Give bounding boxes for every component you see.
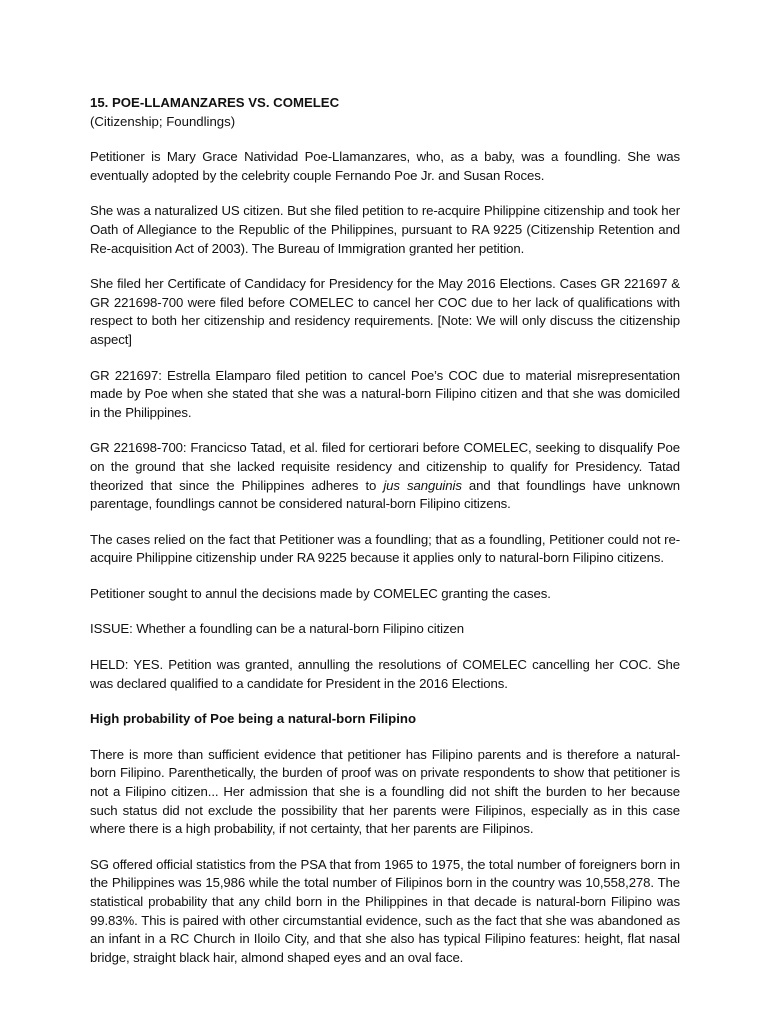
paragraph-evidence: There is more than sufficient evidence that petitioner has Filipino parents and is therefore a natural-born Filipino. Parenthetically, the burden of proof was on private respondents to show that petitioner is not a Filipino citizen... Her admission that she is a foundling did not shift the burden to her because such status did not exclude the possibility that her parents were Filipinos, especially as in this case where there is a high probability, if not certainty, that her parents are Filipinos. bbox=[90, 746, 680, 837]
paragraph-coc: She filed her Certificate of Candidacy for Presidency for the May 2016 Elections. Cases GR 221697 & GR 221698-700 were filed before COMELEC to cancel her COC due to her lack of qualifications with respect to both her citizenship and residency requirements. [Note: We will only discuss the citizenship aspect] bbox=[90, 276, 680, 347]
paragraph-issue: ISSUE: Whether a foundling can be a natural-born Filipino citizen bbox=[90, 621, 464, 637]
latin-term: jus sanguinis bbox=[383, 477, 462, 493]
paragraph-gr221697: GR 221697: Estrella Elamparo filed petition to cancel Poe’s COC due to material misrepresentation made by Poe when she stated that she was a natural-born Filipino citizen and that she was domiciled in the Philippines. bbox=[90, 367, 680, 420]
case-subtitle: (Citizenship; Foundlings) bbox=[90, 113, 236, 129]
paragraph-annul: Petitioner sought to annul the decisions made by COMELEC granting the cases. bbox=[90, 585, 551, 601]
paragraph-petitioner: Petitioner is Mary Grace Natividad Poe-Llamanzares, who, as a baby, was a foundling. She was eventually adopted by the celebrity couple Fernando Poe Jr. and Susan Roces. bbox=[90, 149, 680, 183]
paragraph-held: HELD: YES. Petition was granted, annulling the resolutions of COMELEC cancelling her COC. She was declared qualified to a candidate for President in the 2016 Elections. bbox=[90, 657, 680, 691]
paragraph-gr221698-text-a: GR 221698-700: Francicso Tatad, et al. filed for certiorari before COMELEC, seeking to disqualify Poe on the ground that she lacked requisite residency and citizenship to qualify for Presidency. Tatad theorized that since the Philippines adheres to bbox=[90, 440, 680, 493]
section-title: High probability of Poe being a natural-born Filipino bbox=[90, 711, 417, 727]
paragraph-cases-relied: The cases relied on the fact that Petitioner was a foundling; that as a foundling, Petitioner could not re-acquire Philippine citizenship under RA 9225 because it applies only to natural-born Filipino citizens. bbox=[90, 531, 680, 566]
paragraph-naturalized: She was a naturalized US citizen. But she filed petition to re-acquire Philippine citizenship and took her Oath of Allegiance to the Republic of the Philippines, pursuant to RA 9225 (Citizenship Retention and Re-acquisition Act of 2003). The Bureau of Immigration granted her petition. bbox=[90, 203, 680, 256]
case-title: 15. POE-LLAMANZARES VS. COMELEC bbox=[90, 95, 340, 110]
paragraph-statistics: SG offered official statistics from the PSA that from 1965 to 1975, the total number of foreigners born in the Philippines was 15,986 while the total number of Filipinos born in the country was 10,558,278. The statistical probability that any child born in the Philippines in that decade is natural-born Filipino was 99.83%. This is paired with other circumstantial evidence, such as the fact that she was abandoned as an infant in a RC Church in Iloilo City, and that she also has typical Filipino features: height, flat nasal bridge, straight black hair, almond shaped eyes and an oval face. bbox=[90, 856, 680, 965]
paragraph-gr221698-text-b: and that foundlings have unknown parentage, foundlings cannot be considered natural-born Filipino citizens. bbox=[90, 477, 680, 512]
paragraph-gr221698 bbox=[90, 439, 680, 513]
